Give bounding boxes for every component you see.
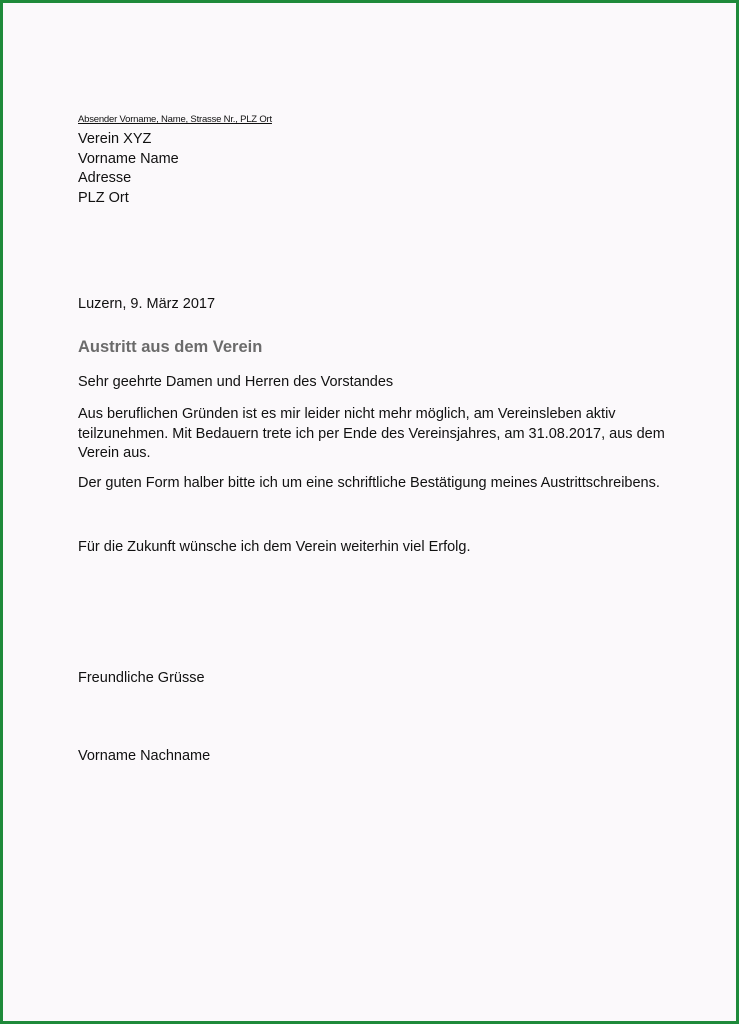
letter-salutation: Sehr geehrte Damen und Herren des Vorstandes (78, 374, 394, 390)
paragraph-confirmation-request: Der guten Form halber bitte ich um eine schriftliche Bestätigung meines Austrittschreibens. (78, 475, 660, 491)
paragraph-line: Verein aus. (78, 445, 151, 461)
recipient-organization: Verein XYZ (78, 131, 152, 147)
paragraph-reason (78, 405, 678, 464)
recipient-name: Vorname Name (78, 150, 179, 167)
paragraph-line: Aus beruflichen Gründen ist es mir leider nicht mehr möglich, am Vereinsleben aktiv (78, 406, 616, 422)
sender-line: Absender Vorname, Name, Strasse Nr., PLZ Ort (78, 114, 272, 125)
recipient-block (78, 130, 179, 208)
letter-subject: Austritt aus dem Verein (78, 338, 263, 356)
paragraph-wishes: Für die Zukunft wünsche ich dem Verein weiterhin viel Erfolg. (78, 539, 471, 555)
letter-date: Luzern, 9. März 2017 (78, 296, 216, 312)
letter-signature: Vorname Nachname (78, 748, 211, 764)
recipient-city: PLZ Ort (78, 189, 129, 206)
letter-closing: Freundliche Grüsse (78, 670, 205, 686)
paragraph-line: teilzunehmen. Mit Bedauern trete ich per Ende des Vereinsjahres, am 31.08.2017, aus dem (78, 425, 665, 442)
recipient-address: Adresse (78, 170, 132, 186)
